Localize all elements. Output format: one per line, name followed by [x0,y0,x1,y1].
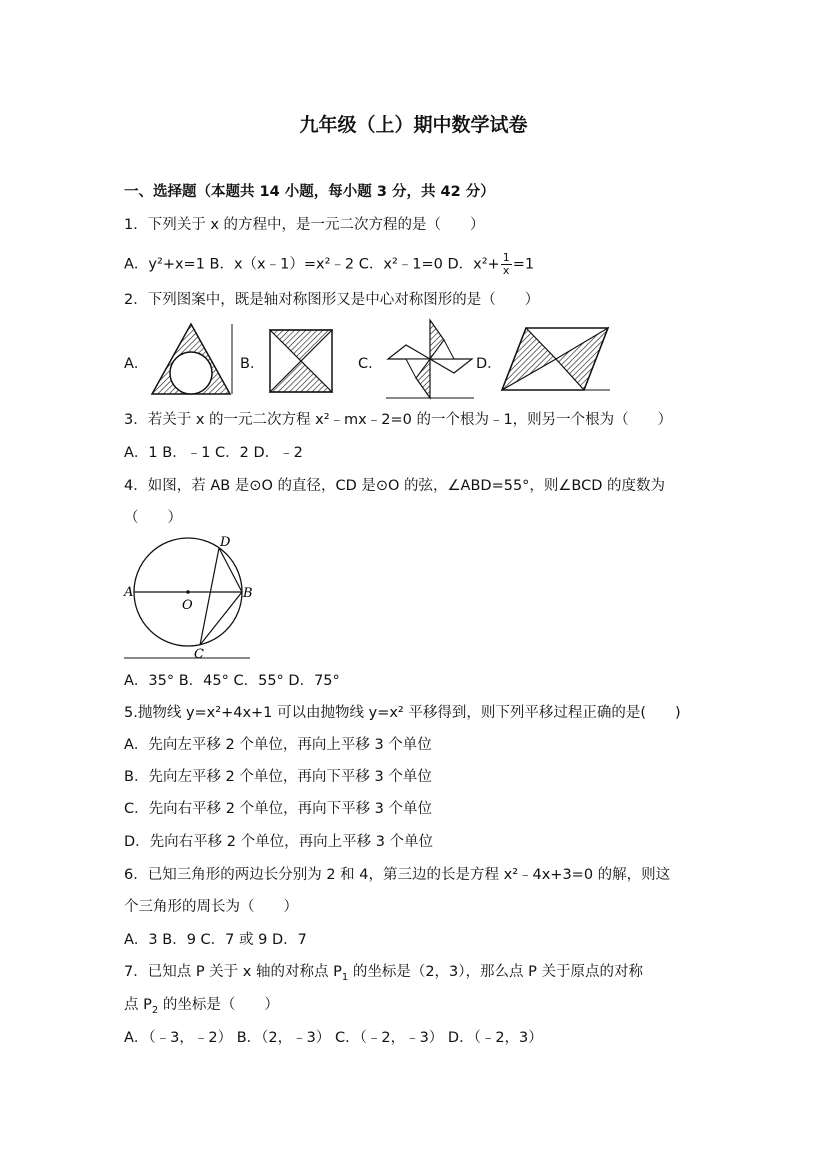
q2-label-a: A． [124,356,149,372]
q4-circle-figure [122,534,260,662]
q2-stem: 2．下列图案中，既是轴对称图形又是中心对称图形的是（ ） [124,292,540,308]
hourglass-top [270,330,332,361]
page-title: 九年级（上）期中数学试卷 [299,114,528,136]
q7-sub2: 2 [151,1004,159,1016]
q5-option-a: A．先向左平移 2 个单位，再向上平移 3 个单位 [124,737,432,753]
label-b: B [243,586,253,601]
q5-option-b: B．先向左平移 2 个单位，再向下平移 3 个单位 [124,769,432,785]
label-a: A [124,585,134,600]
q7-stem-b: 的坐标是（2，3），那么点 P 关于原点的对称 [348,964,643,980]
q3-options: A．1 B．﹣1 C．2 D．﹣2 [124,445,303,461]
q7-stem2-a: 点 P [124,997,152,1013]
q1-options [124,252,534,277]
q1-options-post: =1 [512,256,535,273]
incircle-shape [170,352,212,394]
hourglass-bottom [270,361,332,392]
q1-options-pre: A．y²+x=1 B．x（x﹣1）=x²﹣2 C．x²﹣1=0 D．x²+ [124,256,500,273]
label-d: D [220,535,231,550]
q4-options: A．35° B．45° C．55° D．75° [124,673,340,689]
pinwheel-blade-2 [430,359,472,373]
q4-stem: 4．如图，若 AB 是⊙O 的直径，CD 是⊙O 的弦，∠ABD=55°，则∠BCD 的度数为 [124,478,666,494]
q7-sub1: 1 [341,971,349,983]
q6-stem-cont: 个三角形的周长为（ ） [124,899,298,915]
chord-cd [200,548,219,645]
q2-figure-c [384,318,476,400]
label-c: C [194,647,204,662]
q1-frac-den: x [502,264,510,277]
center-point [186,590,190,594]
right-hatched-triangle [556,328,608,390]
section-heading: 一、选择题（本题共 14 小题，每小题 3 分，共 42 分） [124,184,495,200]
q6-options: A．3 B．9 C．7 或 9 D．7 [124,932,307,948]
q5-stem: 5.抛物线 y=x²+4x+1 可以由抛物线 y=x² 平移得到，则下列平移过程正确的是( ) [124,705,681,721]
q1-frac-num: 1 [502,251,510,264]
label-o: O [182,598,193,613]
q7-stem-cont [124,995,279,1021]
q2-label-b: B． [240,356,265,372]
q1-fraction [501,252,512,277]
q2-figure-b [268,328,334,394]
q7-stem2-b: 的坐标是（ ） [158,997,279,1013]
segment-bd [219,548,242,592]
q4-stem-cont: （ ） [124,510,182,526]
q2-label-c: C． [358,356,383,372]
q1-stem: 1．下列关于 x 的方程中，是一元二次方程的是（ ） [124,217,485,233]
q3-stem: 3．若关于 x 的一元二次方程 x²﹣mx﹣2=0 的一个根为﹣1，则另一个根为（ ） [124,412,673,428]
q5-option-d: D．先向右平移 2 个单位，再向上平移 3 个单位 [124,834,434,850]
q7-stem [124,962,643,988]
q2-figure-a [150,322,234,396]
q6-stem: 6．已知三角形的两边长分别为 2 和 4，第三边的长是方程 x²﹣4x+3=0 的解，则这 [124,867,671,883]
q2-label-d: D． [476,356,502,372]
pinwheel-blade-4 [388,345,430,359]
q2-figure-d [500,324,612,394]
left-hatched-triangle [502,328,556,390]
q5-option-c: C．先向右平移 2 个单位，再向下平移 3 个单位 [124,801,433,817]
q7-stem-a: 7．已知点 P 关于 x 轴的对称点 P [124,964,342,980]
q7-options: A．（﹣3，﹣2） B．（2，﹣3） C．（﹣2，﹣3） D．（﹣2，3） [124,1030,543,1046]
